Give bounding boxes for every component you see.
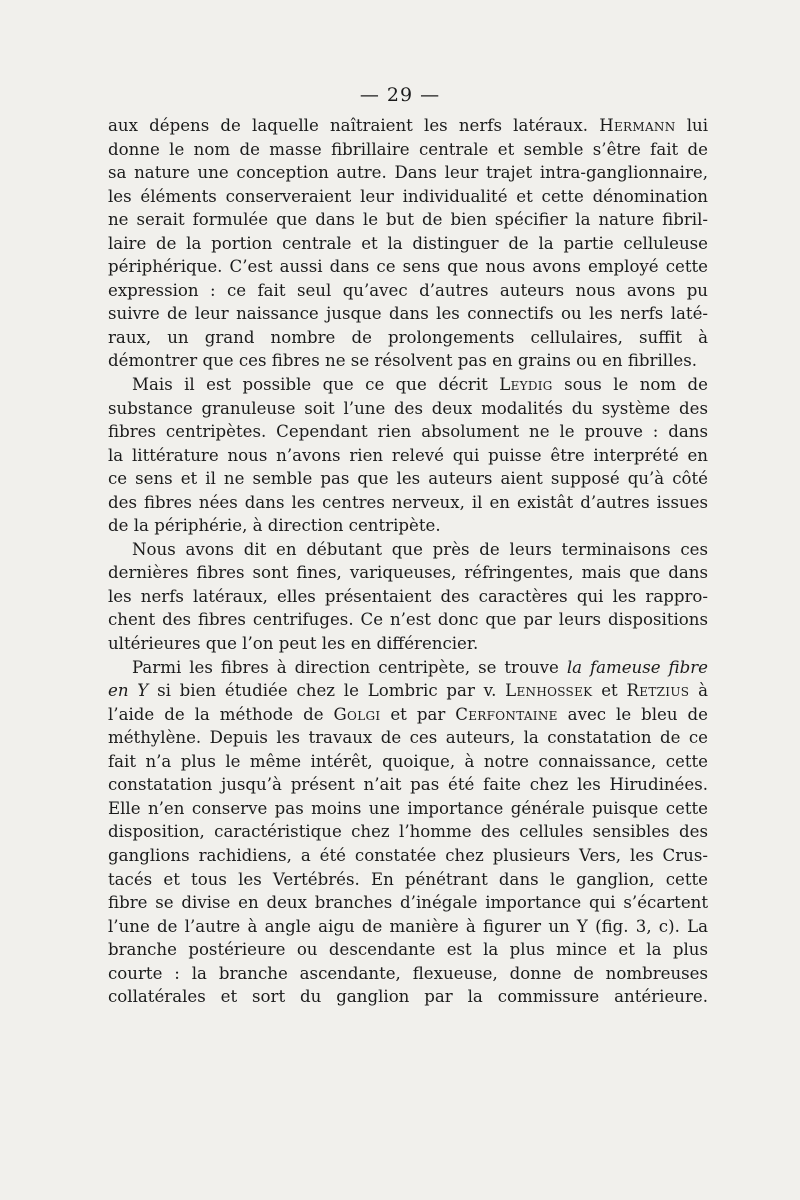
text-line (108, 773, 708, 797)
text-run: l’aide de la méthode de (108, 704, 334, 724)
text-run: ganglions rachidiens, a été constatée chez plusieurs Vers, les Crus- (108, 845, 708, 865)
text-run: constatation jusqu’à présent n’ait pas été faite chez les Hirudinées. (108, 775, 708, 795)
text-run: méthylène. Depuis les travaux de ces auteurs, la constatation de ce (108, 728, 708, 748)
text-line (108, 820, 708, 844)
text-run: l’une de l’autre à angle aigu de manière à figurer un Y (fig. 3, c). La (108, 916, 708, 936)
text-line (108, 373, 708, 397)
text-line (108, 420, 708, 444)
text-line (108, 632, 708, 656)
author-name: Hermann (599, 116, 676, 135)
italic-phrase: la fameuse fibre (566, 657, 708, 677)
text-line (108, 561, 708, 585)
text-run: donne le nom de masse fibrillaire centrale et semble s’être fait de (108, 139, 708, 159)
text-line (108, 915, 708, 939)
text-run: expression : ce fait seul qu’avec d’autres auteurs nous avons pu (108, 280, 708, 300)
text-line (108, 255, 708, 279)
text-run: et (592, 681, 627, 701)
text-run: périphérique. C’est aussi dans ce sens que nous avons employé cette (108, 257, 708, 277)
text-run: si bien étudiée chez le Lombric par v. (148, 681, 506, 701)
text-run: Parmi les fibres à direction centripète, se trouve (132, 657, 567, 677)
text-run: courte : la branche ascendante, flexueuse, donne de nombreuses (108, 963, 708, 983)
text-run: et par (380, 704, 456, 724)
page-number: — 29 — (359, 84, 441, 106)
text-line (108, 114, 708, 138)
text-line (108, 868, 708, 892)
text-line (108, 608, 708, 632)
text-line (108, 585, 708, 609)
text-run: raux, un grand nombre de prolongements cellulaires, suffit à (108, 327, 708, 347)
text-line (108, 138, 708, 162)
text-run: avec le bleu de (557, 704, 708, 724)
text-run: tacés et tous les Vertébrés. En pénétrant dans le ganglion, cette (108, 869, 708, 889)
author-name: Leydig (499, 375, 553, 395)
text-line (108, 279, 708, 303)
text-run: fibre se divise en deux branches d’inégale importance qui s’écartent (108, 893, 708, 913)
text-line (108, 208, 708, 232)
text-run: lui (675, 116, 709, 135)
text-line (108, 538, 708, 562)
text-run: dernières fibres sont fines, variqueuses, réfringentes, mais que dans (108, 563, 708, 583)
text-line (108, 962, 708, 986)
text-run: à (689, 681, 708, 701)
text-run: ce sens et il ne semble pas que les auteurs aient supposé qu’à côté (108, 469, 708, 489)
text-line (108, 891, 708, 915)
text-line (108, 185, 708, 209)
author-name: Golgi (333, 704, 381, 724)
text-line (108, 491, 708, 515)
text-run: branche postérieure ou descendante est la plus mince et la plus (108, 940, 708, 960)
text-run: les éléments conserveraient leur individualité et cette dénomination (108, 186, 708, 206)
text-line (108, 656, 708, 680)
text-run: ne serait formulée que dans le but de bien spécifier la nature fibril- (108, 210, 708, 230)
text-line (108, 326, 708, 350)
text-line (108, 349, 708, 373)
text-run: les nerfs latéraux, elles présentaient des caractères qui les rappro- (108, 586, 708, 606)
text-run: laire de la portion centrale et la distinguer de la partie celluleuse (108, 233, 708, 253)
text-run: disposition, caractéristique chez l’homme des cellules sensibles des (108, 822, 708, 842)
italic-phrase: en Y (108, 681, 149, 701)
author-name: Cerfontaine (455, 704, 558, 724)
text-run: substance granuleuse soit l’une des deux modalités du système des (108, 398, 708, 418)
text-run: sa nature une conception autre. Dans leur trajet intra-ganglionnaire, (108, 163, 708, 183)
text-line (108, 302, 708, 326)
text-line (108, 232, 708, 256)
body-text (108, 114, 708, 1009)
text-run: Elle n’en conserve pas moins une importance générale puisque cette (108, 798, 708, 818)
text-line (108, 703, 708, 727)
text-run: la littérature nous n’avons rien relevé qui puisse être interprété en (108, 445, 708, 465)
text-line (108, 938, 708, 962)
text-line (108, 467, 708, 491)
text-run: suivre de leur naissance jusque dans les connectifs ou les nerfs laté- (108, 304, 708, 324)
text-run: de la périphérie, à direction centripète. (108, 516, 441, 536)
text-line (108, 514, 708, 538)
text-line (108, 679, 708, 703)
author-name: Retzius (626, 681, 690, 701)
text-line (108, 797, 708, 821)
text-run: fibres centripètes. Cependant rien absolument ne le prouve : dans (108, 422, 708, 442)
text-run: chent des fibres centrifuges. Ce n’est donc que par leurs dispositions (108, 610, 708, 630)
text-run: des fibres nées dans les centres nerveux, il en existât d’autres issues (108, 492, 708, 512)
text-run: Mais il est possible que ce que décrit (132, 375, 500, 395)
author-name: Lenhossek (505, 681, 593, 701)
text-run: démontrer que ces fibres ne se résolvent pas en grains ou en fibrilles. (108, 351, 698, 371)
text-line (108, 985, 708, 1009)
text-line (108, 750, 708, 774)
text-line (108, 444, 708, 468)
text-line (108, 161, 708, 185)
text-run: sous le nom de (552, 375, 708, 395)
text-run: aux dépens de laquelle naîtraient les nerfs latéraux. (108, 116, 600, 135)
text-run: collatérales et sort du ganglion par la commissure antérieure. (108, 987, 708, 1007)
text-run: fait n’a plus le même intérêt, quoique, à notre connaissance, cette (108, 751, 708, 771)
text-run: Nous avons dit en débutant que près de leurs terminaisons ces (132, 539, 708, 559)
text-line (108, 397, 708, 421)
text-line (108, 726, 708, 750)
text-run: ultérieures que l’on peut les en différencier. (108, 634, 479, 654)
text-line (108, 844, 708, 868)
